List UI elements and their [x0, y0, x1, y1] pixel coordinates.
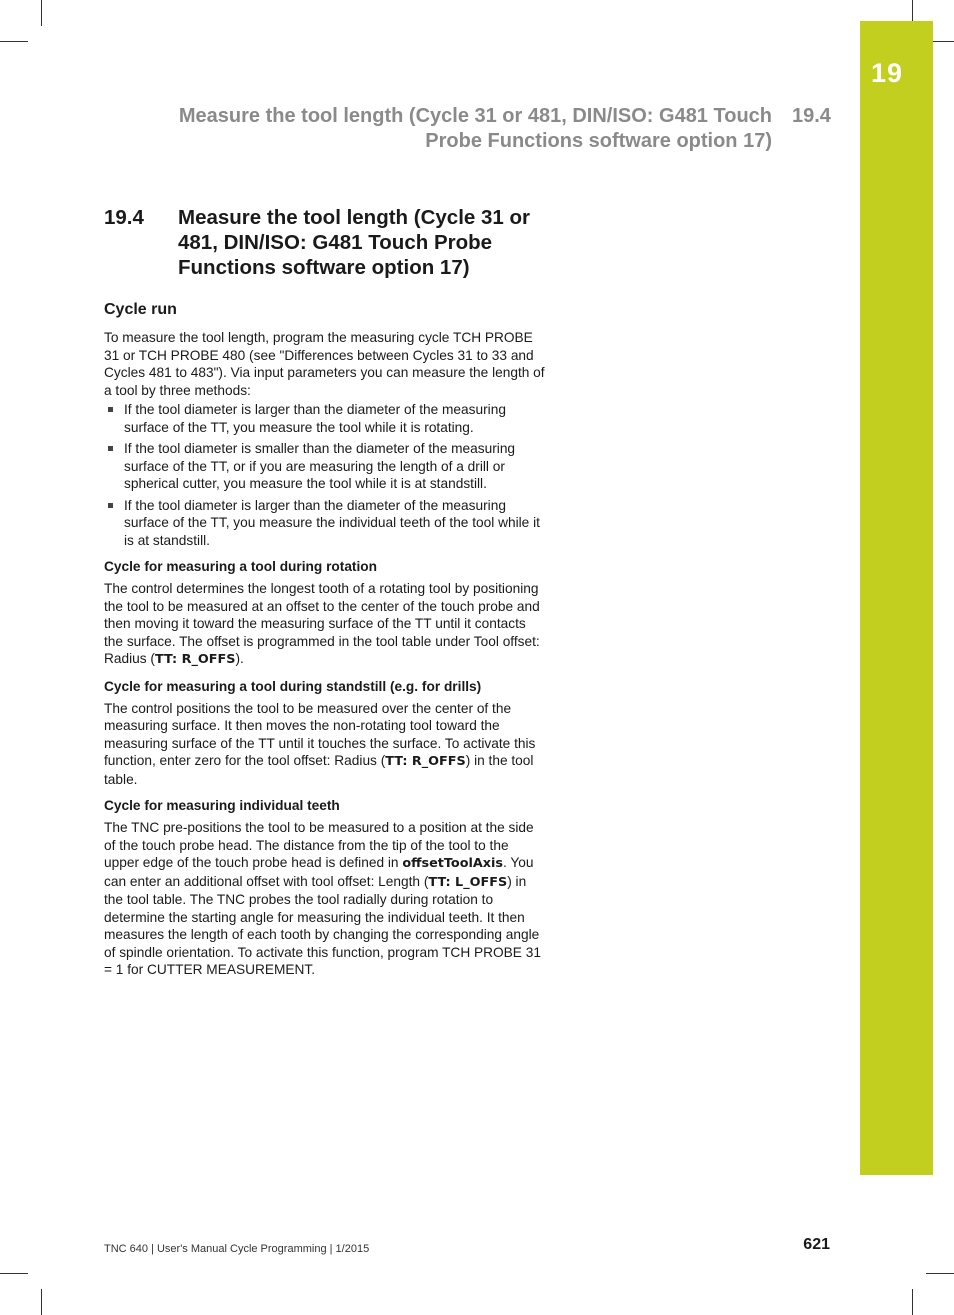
- parameter-code: offsetToolAxis: [402, 856, 504, 871]
- crop-mark: [0, 41, 28, 42]
- list-item: If the tool diameter is larger than the diameter of the measuring surface of the TT, you measure the individual teeth of the tool while it is at standstill.: [104, 497, 546, 550]
- list-item: If the tool diameter is larger than the diameter of the measuring surface of the TT, you measure the tool while it is rotating.: [104, 401, 546, 436]
- crop-mark: [0, 1273, 28, 1274]
- crop-mark: [912, 1289, 913, 1315]
- crop-mark: [41, 0, 42, 26]
- chapter-tab: [860, 21, 933, 1175]
- parameter-code: TT: L_OFFS: [428, 874, 508, 890]
- standstill-paragraph: The control positions the tool to be measured over the center of the measuring surface. It then moves the non-rotating tool toward the measuring surface of the TT until it touches the surface. To activate this function, enter zero for the tool offset: Radius (TT: R_OFFS) in the tool table.: [104, 700, 536, 787]
- running-header-section-number: 19.4: [792, 105, 831, 127]
- crop-mark: [926, 1273, 954, 1274]
- page-number: 621: [803, 1236, 830, 1253]
- body-content: [104, 300, 546, 979]
- parameter-code: TT: R_OFFS: [385, 754, 466, 769]
- crop-mark: [41, 1289, 42, 1315]
- bullet-square-icon: [108, 503, 113, 508]
- section-title: Measure the tool length (Cycle 31 or 481, DIN/ISO: G481 Touch Probe Functions software option 17): [178, 206, 530, 279]
- running-header-title: Measure the tool length (Cycle 31 or 481, DIN/ISO: G481 Touch Probe Functions software option 17): [178, 105, 772, 152]
- standstill-heading: Cycle for measuring a tool during standstill (e.g. for drills): [104, 678, 482, 694]
- parameter-code: TT: R_OFFS: [154, 652, 236, 667]
- cycle-run-intro: To measure the tool length, program the measuring cycle TCH PROBE 31 or TCH PROBE 480 (see "Differences between Cycles 31 to 33 and Cycles 481 to 483"). Via input parameters you can measure the length of a tool by three methods:: [104, 330, 545, 398]
- cycle-run-heading: Cycle run: [104, 301, 177, 318]
- rotation-heading: Cycle for measuring a tool during rotation: [104, 559, 378, 574]
- section-number: 19.4: [104, 206, 144, 229]
- methods-list: [104, 401, 546, 549]
- bullet-square-icon: [108, 446, 113, 451]
- teeth-heading: Cycle for measuring individual teeth: [104, 798, 340, 813]
- chapter-number: 19: [871, 58, 904, 88]
- list-item: If the tool diameter is smaller than the diameter of the measuring surface of the TT, or if you are measuring the length of a drill or spherical cutter, you measure the tool while it is at standstill.: [104, 440, 546, 493]
- bullet-square-icon: [108, 407, 113, 412]
- teeth-paragraph: The TNC pre-positions the tool to be measured to a position at the side of the touch probe head. The distance from the tip of the tool to the upper edge of the touch probe head is defined in offsetToolAxis. You can enter an additional offset with tool offset: Length (TT: L_OFFS) in the tool table. The TNC probes the tool radially during rotation to determine the starting angle for measuring the individual teeth. It then measures the length of each tooth by changing the corresponding angle of spindle orientation. To activate this function, program TCH PROBE 31 = 1 for CUTTER MEASUREMENT.: [104, 820, 541, 977]
- footer-text: TNC 640 | User's Manual Cycle Programming | 1/2015: [104, 1243, 370, 1255]
- rotation-paragraph: The control determines the longest tooth of a rotating tool by positioning the tool to be measured at an offset to the center of the touch probe and then moving it toward the measuring surface of the TT until it contacts the surface. The offset is programmed in the tool table under Tool offset: Radius (TT: R_OFFS).: [104, 581, 540, 667]
